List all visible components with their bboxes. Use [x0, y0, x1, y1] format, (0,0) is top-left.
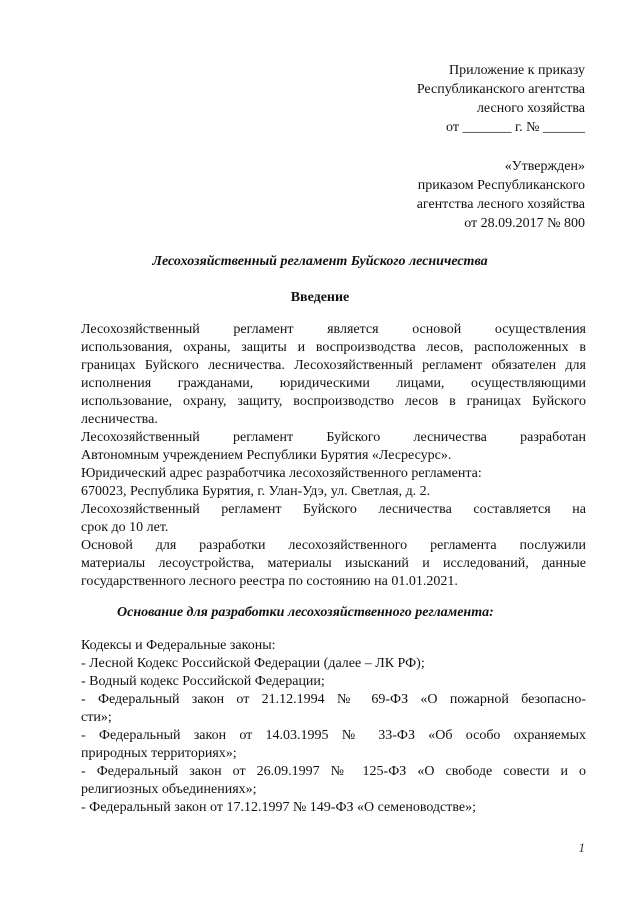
basis-heading: Основание для разработки лесохозяйственного регламента: — [117, 605, 494, 620]
intro-line: исполнения гражданами, юридическими лицами, осуществляющими — [81, 376, 586, 391]
page-number: 1 — [578, 840, 585, 855]
intro-line: Основой для разработки лесохозяйственного регламента послужили — [81, 538, 586, 553]
basis-line: - Федеральный закон от 14.03.1995 № 33-ФЗ «Об особо охраняемых — [81, 728, 586, 743]
appendix-line-4: от _______ г. № ______ — [446, 120, 585, 135]
basis-line: сти»; — [81, 710, 112, 725]
intro-line: 670023, Республика Бурятия, г. Улан-Удэ, ул. Светлая, д. 2. — [81, 484, 431, 499]
basis-line: - Лесной Кодекс Российской Федерации (далее – ЛК РФ); — [81, 656, 425, 671]
intro-line: Юридический адрес разработчика лесохозяйственного регламента: — [81, 466, 482, 481]
basis-line: природных территориях»; — [81, 746, 237, 761]
basis-line: - Федеральный закон от 21.12.1994 № 69-ФЗ «О пожарной безопасно- — [81, 692, 586, 707]
intro-line: срок до 10 лет. — [81, 520, 169, 535]
basis-line: - Водный кодекс Российской Федерации; — [81, 674, 325, 689]
intro-line: использование, охрану, защиту, воспроизводство лесов в границах Буйского — [81, 394, 586, 409]
intro-line: Автономным учреждением Республики Бурятия «Лесресурс». — [81, 448, 452, 463]
intro-line: Лесохозяйственный регламент Буйского лесничества составляется на — [81, 502, 586, 517]
appendix-line-2: Республиканского агентства — [416, 82, 585, 97]
basis-line: религиозных объединениях»; — [81, 782, 257, 797]
intro-line: использования, охраны, защиты и воспроизводства лесов, расположенных в — [81, 340, 586, 355]
appendix-line-3: лесного хозяйства — [476, 101, 585, 116]
document-title: Лесохозяйственный регламент Буйского лесничества — [152, 254, 488, 269]
basis-line: - Федеральный закон от 17.12.1997 № 149-ФЗ «О семеноводстве»; — [81, 800, 477, 815]
intro-line: Лесохозяйственный регламент Буйского лесничества разработан — [81, 430, 586, 445]
basis-line: Кодексы и Федеральные законы: — [81, 638, 276, 653]
approved-line-3: агентства лесного хозяйства — [416, 197, 585, 212]
approved-line-4: от 28.09.2017 № 800 — [464, 216, 585, 231]
intro-line: лесничества. — [81, 412, 158, 427]
intro-line: Лесохозяйственный регламент является основой осуществления — [81, 322, 586, 337]
intro-heading: Введение — [290, 290, 350, 305]
basis-line: - Федеральный закон от 26.09.1997 № 125-ФЗ «О свободе совести и о — [81, 764, 586, 779]
appendix-line-1: Приложение к приказу — [449, 63, 585, 78]
intro-line: государственного лесного реестра по состоянию на 01.01.2021. — [81, 574, 458, 589]
intro-line: материалы лесоустройства, материалы изысканий и исследований, данные — [81, 556, 586, 571]
intro-line: границах Буйского лесничества. Лесохозяйственный регламент обязателен для — [81, 358, 586, 373]
approved-line-2: приказом Республиканского — [417, 178, 585, 193]
approved-line-1: «Утвержден» — [504, 159, 585, 174]
